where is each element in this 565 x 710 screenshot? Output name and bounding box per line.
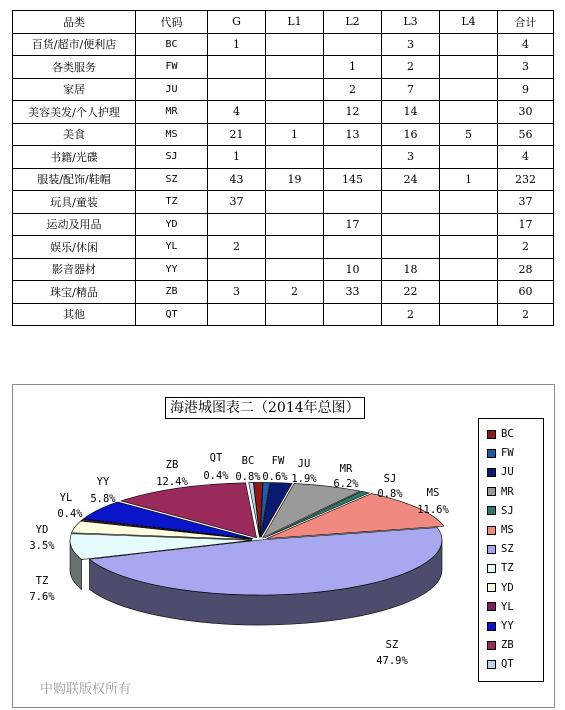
code-cell: SZ: [136, 168, 208, 191]
slice-percent-label: 7.6%: [29, 591, 55, 603]
slice-percent-label: 47.9%: [376, 655, 408, 667]
slice-label: JU: [297, 458, 311, 470]
code-cell: ZB: [136, 281, 208, 304]
category-cell: 玩具/童装: [13, 191, 136, 214]
value-cell: 2: [498, 236, 554, 259]
value-cell: 56: [498, 123, 554, 146]
value-cell: 28: [498, 258, 554, 281]
code-cell: JU: [136, 78, 208, 101]
category-cell: 珠宝/精品: [13, 281, 136, 304]
slice-percent-label: 0.4%: [57, 508, 83, 520]
value-cell: 37: [208, 191, 266, 214]
legend-item-sz: [487, 542, 514, 556]
header-g: G: [208, 11, 266, 34]
legend-label: SJ: [501, 504, 514, 517]
header-l4: L4: [440, 11, 498, 34]
category-cell: 百货/超市/便利店: [13, 33, 136, 56]
value-cell: 43: [208, 168, 266, 191]
slice-percent-label: 3.5%: [29, 540, 55, 552]
code-cell: FW: [136, 56, 208, 79]
legend-label: YY: [501, 620, 514, 632]
slice-label: YY: [96, 476, 110, 488]
slice-label: ZB: [165, 459, 179, 471]
legend-label: YD: [501, 581, 514, 594]
slice-label: MR: [339, 463, 353, 475]
category-cell: 家居: [13, 78, 136, 101]
legend-swatch: [487, 622, 496, 631]
value-cell: 19: [266, 168, 324, 191]
code-cell: MS: [136, 123, 208, 146]
legend-item-mr: [487, 485, 514, 499]
value-cell: 4: [498, 146, 554, 169]
slice-label: QT: [209, 452, 223, 464]
slice-percent-label: 12.4%: [156, 476, 188, 488]
value-cell: 232: [498, 168, 554, 191]
legend-item-yl: [487, 600, 514, 614]
chart-legend: [478, 418, 544, 682]
header-code: 代码: [136, 11, 208, 34]
value-cell: 1: [440, 168, 498, 191]
value-cell: 16: [382, 123, 440, 146]
legend-swatch: [487, 449, 496, 458]
legend-swatch: [487, 430, 496, 439]
header-total: 合计: [498, 11, 554, 34]
slice-percent-label: 5.8%: [90, 493, 116, 505]
header-l1: L1: [266, 11, 324, 34]
legend-swatch: [487, 545, 496, 554]
value-cell: 3: [382, 146, 440, 169]
category-cell: 影音器材: [13, 258, 136, 281]
value-cell: 22: [382, 281, 440, 304]
slice-label: MS: [426, 487, 440, 499]
legend-label: JU: [501, 466, 514, 479]
category-cell: 美食: [13, 123, 136, 146]
legend-item-fw: [487, 446, 514, 460]
legend-item-yy: [487, 619, 514, 633]
slice-percent-label: 11.6%: [417, 504, 449, 516]
slice-label: SJ: [383, 473, 397, 485]
value-cell: 10: [324, 258, 382, 281]
slice-label: BC: [241, 455, 255, 467]
value-cell: 24: [382, 168, 440, 191]
legend-swatch: [487, 660, 496, 669]
value-cell: 13: [324, 123, 382, 146]
slice-label: SZ: [385, 639, 399, 651]
value-cell: 3: [208, 281, 266, 304]
slice-percent-label: 0.8%: [377, 488, 403, 500]
legend-item-bc: [487, 427, 514, 441]
chart-title: 海港城图表二（2014年总图）: [165, 397, 365, 419]
value-cell: 18: [382, 258, 440, 281]
category-cell: 书籍/光碟: [13, 146, 136, 169]
category-cell: 其他: [13, 303, 136, 326]
value-cell: 1: [208, 33, 266, 56]
value-cell: 2: [382, 303, 440, 326]
slice-label: FW: [271, 455, 285, 467]
code-cell: YL: [136, 236, 208, 259]
value-cell: 33: [324, 281, 382, 304]
legend-swatch: [487, 564, 496, 573]
legend-swatch: [487, 468, 496, 477]
legend-swatch: [487, 487, 496, 496]
header-l2: L2: [324, 11, 382, 34]
legend-item-qt: [487, 657, 514, 671]
code-cell: BC: [136, 33, 208, 56]
legend-label: MR: [501, 485, 514, 498]
value-cell: 4: [498, 33, 554, 56]
value-cell: 12: [324, 101, 382, 124]
value-cell: 2: [266, 281, 324, 304]
value-cell: 1: [324, 56, 382, 79]
slice-label: YL: [59, 492, 73, 504]
value-cell: 60: [498, 281, 554, 304]
legend-label: TZ: [501, 562, 514, 575]
value-cell: 14: [382, 101, 440, 124]
value-cell: 17: [324, 213, 382, 236]
value-cell: 21: [208, 123, 266, 146]
legend-item-sj: [487, 504, 514, 518]
code-cell: TZ: [136, 191, 208, 214]
category-cell: 各类服务: [13, 56, 136, 79]
value-cell: 1: [208, 146, 266, 169]
legend-item-yd: [487, 581, 514, 595]
legend-item-ju: [487, 465, 514, 479]
category-cell: 美容美发/个人护理: [13, 101, 136, 124]
value-cell: 37: [498, 191, 554, 214]
category-cell: 娱乐/休闲: [13, 236, 136, 259]
value-cell: 7: [382, 78, 440, 101]
value-cell: 9: [498, 78, 554, 101]
value-cell: 2: [382, 56, 440, 79]
legend-item-tz: [487, 561, 514, 575]
legend-label: MS: [501, 524, 514, 536]
code-cell: QT: [136, 303, 208, 326]
legend-label: BC: [501, 428, 514, 440]
category-cell: 服装/配饰/鞋帽: [13, 168, 136, 191]
legend-label: FW: [501, 447, 514, 460]
code-cell: SJ: [136, 146, 208, 169]
value-cell: 17: [498, 213, 554, 236]
value-cell: 2: [324, 78, 382, 101]
category-cell: 运动及用品: [13, 213, 136, 236]
legend-label: QT: [501, 658, 514, 671]
value-cell: 4: [208, 101, 266, 124]
legend-label: SZ: [501, 543, 514, 556]
legend-item-ms: [487, 523, 514, 537]
code-cell: YD: [136, 213, 208, 236]
slice-percent-label: 0.8%: [235, 471, 261, 483]
slice-percent-label: 0.6%: [262, 471, 288, 483]
slice-percent-label: 6.2%: [333, 478, 359, 490]
value-cell: 145: [324, 168, 382, 191]
code-cell: MR: [136, 101, 208, 124]
legend-label: YL: [501, 600, 514, 613]
value-cell: 2: [498, 303, 554, 326]
legend-swatch: [487, 602, 496, 611]
slice-label: TZ: [35, 575, 49, 587]
header-category: 品类: [13, 11, 136, 34]
watermark: 中购联版权所有: [40, 682, 132, 697]
value-cell: 3: [382, 33, 440, 56]
value-cell: 5: [440, 123, 498, 146]
header-l3: L3: [382, 11, 440, 34]
slice-percent-label: 1.9%: [291, 473, 317, 485]
legend-item-zb: [487, 638, 514, 652]
value-cell: 3: [498, 56, 554, 79]
legend-swatch: [487, 641, 496, 650]
legend-swatch: [487, 506, 496, 515]
value-cell: 1: [266, 123, 324, 146]
legend-swatch: [487, 583, 496, 592]
code-cell: YY: [136, 258, 208, 281]
slice-percent-label: 0.4%: [203, 470, 229, 482]
legend-label: ZB: [501, 639, 514, 652]
value-cell: 30: [498, 101, 554, 124]
legend-swatch: [487, 526, 496, 535]
value-cell: 2: [208, 236, 266, 259]
slice-label: YD: [35, 524, 49, 536]
